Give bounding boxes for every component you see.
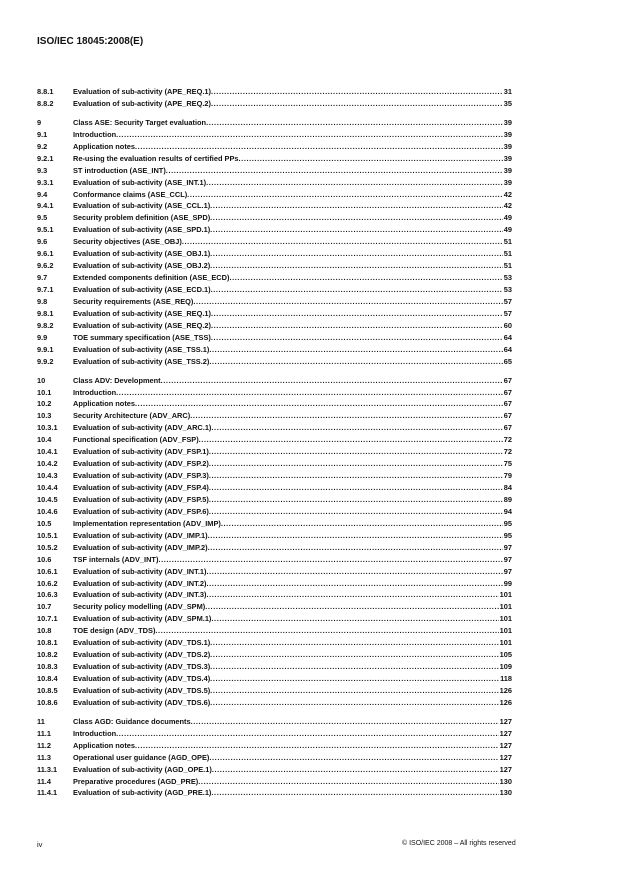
toc-entry-title: ST introduction (ASE_INT) bbox=[73, 165, 166, 175]
toc-section-group bbox=[37, 716, 512, 800]
toc-entry-title: Evaluation of sub-activity (ADV_INT.3) bbox=[73, 590, 207, 600]
toc-leader-dots bbox=[193, 296, 502, 308]
toc-entry-page: 105 bbox=[499, 650, 512, 660]
toc-leader-dots bbox=[116, 129, 503, 141]
toc-entry[interactable] bbox=[37, 387, 512, 399]
toc-entry-number: 9.9.1 bbox=[37, 344, 54, 354]
toc-leader-dots bbox=[209, 506, 503, 518]
toc-leader-dots bbox=[155, 625, 498, 637]
toc-entry-number: 10.7.1 bbox=[37, 614, 58, 624]
toc-entry-number: 11.4.1 bbox=[37, 788, 58, 798]
toc-entry-title: Evaluation of sub-activity (ADV_IMP.2) bbox=[73, 542, 208, 552]
toc-entry-title: Functional specification (ADV_FSP) bbox=[73, 435, 199, 445]
toc-entry-number: 10.8.1 bbox=[37, 638, 58, 648]
toc-entry-title: Evaluation of sub-activity (ADV_TDS.3) bbox=[73, 662, 211, 672]
toc-entry-page: 53 bbox=[503, 273, 512, 283]
toc-entry-number: 10.3 bbox=[37, 411, 52, 421]
toc-entry[interactable] bbox=[37, 129, 512, 141]
toc-entry-number: 11.2 bbox=[37, 740, 51, 750]
toc-entry-page: 39 bbox=[503, 177, 512, 187]
toc-entry[interactable] bbox=[37, 375, 512, 387]
toc-entry[interactable] bbox=[37, 284, 512, 296]
toc-leader-dots bbox=[211, 332, 503, 344]
toc-entry-page: 42 bbox=[503, 201, 512, 211]
toc-entry-number: 9.3.1 bbox=[37, 177, 54, 187]
toc-entry-number: 9.6 bbox=[37, 237, 48, 247]
toc-entry[interactable] bbox=[37, 434, 512, 446]
toc-leader-dots bbox=[221, 518, 503, 530]
toc-entry-number: 10.8 bbox=[37, 626, 52, 636]
toc-entry-page: 127 bbox=[499, 764, 512, 774]
toc-entry-title: Introduction bbox=[73, 129, 117, 139]
toc-entry-page: 67 bbox=[503, 399, 512, 409]
toc-entry[interactable] bbox=[37, 554, 512, 566]
toc-entry-number: 10.4.3 bbox=[37, 471, 58, 481]
toc-leader-dots bbox=[161, 375, 503, 387]
toc-leader-dots bbox=[211, 308, 503, 320]
toc-entry-number: 9.8.1 bbox=[37, 308, 54, 318]
toc-entry-title: Re-using the evaluation results of certified PPs bbox=[73, 153, 239, 163]
toc-entry[interactable] bbox=[37, 625, 512, 637]
toc-leader-dots bbox=[209, 470, 503, 482]
toc-entry[interactable] bbox=[37, 296, 512, 308]
toc-entry[interactable] bbox=[37, 589, 512, 601]
toc-entry-title: Introduction bbox=[73, 728, 117, 738]
toc-entry-page: 39 bbox=[503, 141, 512, 151]
toc-entry-page: 72 bbox=[503, 447, 512, 457]
toc-leader-dots bbox=[199, 434, 503, 446]
toc-leader-dots bbox=[206, 566, 502, 578]
toc-entry[interactable] bbox=[37, 117, 512, 129]
toc-entry[interactable] bbox=[37, 728, 512, 740]
toc-entry[interactable] bbox=[37, 601, 512, 613]
toc-entry-number: 9.7.1 bbox=[37, 285, 54, 294]
toc-entry-page: 51 bbox=[503, 249, 512, 259]
toc-entry-page: 99 bbox=[503, 578, 512, 588]
document-header: ISO/IEC 18045:2008(E) bbox=[37, 36, 144, 47]
toc-entry-page: 51 bbox=[503, 261, 512, 271]
toc-entry-page: 67 bbox=[503, 387, 512, 397]
toc-leader-dots bbox=[209, 482, 503, 494]
toc-entry-title: TOE design (ADV_TDS) bbox=[73, 626, 156, 636]
toc-leader-dots bbox=[210, 248, 503, 260]
toc-entry-page: 89 bbox=[503, 494, 512, 504]
toc-entry-page: 39 bbox=[503, 153, 512, 163]
toc-entry[interactable] bbox=[37, 212, 512, 224]
toc-entry-page: 67 bbox=[503, 375, 512, 385]
toc-entry-title: Evaluation of sub-activity (ADV_IMP.1) bbox=[73, 530, 208, 540]
toc-entry[interactable] bbox=[37, 177, 512, 189]
toc-entry-page: 130 bbox=[499, 776, 512, 786]
toc-entry-number: 8.8.1 bbox=[37, 87, 54, 96]
toc-entry-number: 10.3.1 bbox=[37, 423, 58, 433]
toc-entry[interactable] bbox=[37, 189, 512, 201]
toc-entry-title: Application notes bbox=[73, 141, 136, 151]
toc-entry-page: 95 bbox=[503, 530, 512, 540]
toc-leader-dots bbox=[210, 649, 498, 661]
toc-entry-number: 9.9.2 bbox=[37, 356, 54, 366]
toc-entry-number: 9.2 bbox=[37, 141, 48, 151]
toc-entry-title: Evaluation of sub-activity (ADV_FSP.3) bbox=[73, 471, 209, 481]
toc-leader-dots bbox=[206, 589, 498, 601]
toc-leader-dots bbox=[205, 601, 498, 613]
toc-leader-dots bbox=[209, 356, 502, 368]
toc-entry-title: Evaluation of sub-activity (ASE_CCL.1) bbox=[73, 201, 211, 211]
toc-entry-number: 11 bbox=[37, 716, 45, 726]
toc-entry-title: Evaluation of sub-activity (ASE_ECD.1) bbox=[73, 285, 211, 294]
toc-entry-title: Security policy modelling (ADV_SPM) bbox=[73, 602, 206, 612]
toc-entry-number: 10.4.1 bbox=[37, 447, 58, 457]
toc-entry-number: 10.4.2 bbox=[37, 459, 58, 469]
toc-entry[interactable] bbox=[37, 356, 512, 368]
toc-entry-page: 31 bbox=[503, 87, 512, 96]
toc-entry-title: Evaluation of sub-activity (ADV_FSP.2) bbox=[73, 459, 209, 469]
toc-entry-title: Evaluation of sub-activity (ADV_INT.2) bbox=[73, 578, 207, 588]
toc-entry[interactable] bbox=[37, 260, 512, 272]
toc-entry-number: 10.2 bbox=[37, 399, 52, 409]
toc-entry-number: 10.5 bbox=[37, 518, 52, 528]
toc-leader-dots bbox=[135, 740, 499, 752]
toc-entry[interactable] bbox=[37, 649, 512, 661]
toc-leader-dots bbox=[191, 716, 499, 728]
toc-entry-page: 94 bbox=[503, 506, 512, 516]
toc-entry-page: 97 bbox=[503, 554, 512, 564]
toc-leader-dots bbox=[190, 410, 503, 422]
toc-entry-title: Evaluation of sub-activity (ASE_INT.1) bbox=[73, 177, 207, 187]
toc-leader-dots bbox=[210, 685, 498, 697]
toc-entry[interactable] bbox=[37, 685, 512, 697]
toc-entry-title: Evaluation of sub-activity (ASE_SPD.1) bbox=[73, 225, 211, 235]
toc-entry[interactable] bbox=[37, 470, 512, 482]
toc-entry-number: 10.6.3 bbox=[37, 590, 58, 600]
toc-leader-dots bbox=[182, 236, 503, 248]
toc-entry-page: 57 bbox=[503, 308, 512, 318]
toc-entry-page: 67 bbox=[503, 423, 512, 433]
toc-entry-number: 10.4.6 bbox=[37, 506, 58, 516]
toc-entry-page: 39 bbox=[503, 117, 512, 127]
toc-leader-dots bbox=[208, 542, 503, 554]
toc-entry-number: 10.8.5 bbox=[37, 685, 58, 695]
toc-entry-page: 127 bbox=[499, 728, 512, 738]
toc-leader-dots bbox=[211, 320, 503, 332]
toc-entry-page: 126 bbox=[499, 697, 512, 707]
toc-leader-dots bbox=[198, 776, 498, 788]
toc-entry-page: 64 bbox=[503, 332, 512, 342]
toc-leader-dots bbox=[187, 189, 503, 201]
toc-leader-dots bbox=[211, 98, 503, 110]
toc-entry-number: 10.4.5 bbox=[37, 494, 58, 504]
toc-entry-page: 126 bbox=[499, 685, 512, 695]
toc-entry[interactable] bbox=[37, 153, 512, 165]
toc-entry[interactable] bbox=[37, 308, 512, 320]
toc-leader-dots bbox=[229, 272, 502, 284]
toc-entry-title: Evaluation of sub-activity (AGD_PRE.1) bbox=[73, 788, 212, 798]
toc-entry[interactable] bbox=[37, 518, 512, 530]
toc-entry-page: 101 bbox=[499, 638, 512, 648]
toc-entry-page: 39 bbox=[503, 129, 512, 139]
toc-entry-page: 97 bbox=[503, 542, 512, 552]
toc-leader-dots bbox=[158, 554, 502, 566]
toc-entry-page: 51 bbox=[503, 237, 512, 247]
toc-entry-number: 9.5 bbox=[37, 213, 48, 223]
toc-entry[interactable] bbox=[37, 787, 512, 799]
toc-entry-number: 10.4 bbox=[37, 435, 52, 445]
toc-entry[interactable] bbox=[37, 578, 512, 590]
toc-entry-title: Evaluation of sub-activity (ADV_TDS.2) bbox=[73, 650, 211, 660]
toc-entry-title: Security Architecture (ADV_ARC) bbox=[73, 411, 191, 421]
toc-leader-dots bbox=[210, 637, 498, 649]
toc-entry-page: 35 bbox=[503, 98, 512, 108]
toc-leader-dots bbox=[135, 398, 503, 410]
toc-entry-number: 9.7 bbox=[37, 273, 48, 283]
toc-entry-number: 10.8.4 bbox=[37, 674, 58, 683]
toc-entry[interactable] bbox=[37, 613, 512, 625]
toc-entry-number: 9.6.2 bbox=[37, 261, 54, 271]
toc-entry[interactable] bbox=[37, 506, 512, 518]
toc-leader-dots bbox=[210, 260, 503, 272]
toc-leader-dots bbox=[211, 613, 498, 625]
toc-entry-number: 9.3 bbox=[37, 165, 48, 175]
toc-entry-title: Evaluation of sub-activity (ADV_TDS.4) bbox=[73, 674, 211, 683]
toc-entry[interactable] bbox=[37, 637, 512, 649]
toc-entry-number: 11.1 bbox=[37, 728, 51, 738]
toc-entry-title: Extended components definition (ASE_ECD) bbox=[73, 273, 230, 283]
toc-entry[interactable] bbox=[37, 422, 512, 434]
toc-leader-dots bbox=[210, 212, 503, 224]
toc-entry-number: 10.1 bbox=[37, 387, 52, 397]
toc-entry-page: 57 bbox=[503, 296, 512, 306]
toc-entry-title: Evaluation of sub-activity (ADV_FSP.1) bbox=[73, 447, 209, 457]
toc-entry-page: 101 bbox=[499, 602, 512, 612]
toc-leader-dots bbox=[210, 661, 498, 673]
toc-entry-title: Application notes bbox=[73, 399, 136, 409]
toc-leader-dots bbox=[116, 728, 499, 740]
toc-entry[interactable] bbox=[37, 458, 512, 470]
toc-entry-number: 10.8.3 bbox=[37, 662, 58, 672]
toc-entry[interactable] bbox=[37, 344, 512, 356]
toc-entry-number: 10.6.2 bbox=[37, 578, 58, 588]
toc-entry-page: 101 bbox=[499, 590, 512, 600]
toc-leader-dots bbox=[209, 494, 503, 506]
toc-entry-page: 67 bbox=[503, 411, 512, 421]
toc-entry[interactable] bbox=[37, 446, 512, 458]
toc-entry[interactable] bbox=[37, 320, 512, 332]
toc-leader-dots bbox=[209, 344, 502, 356]
toc-entry-number: 9.6.1 bbox=[37, 249, 54, 259]
toc-entry-page: 75 bbox=[503, 459, 512, 469]
toc-entry-number: 9.4.1 bbox=[37, 201, 54, 211]
toc-entry[interactable] bbox=[37, 398, 512, 410]
toc-entry-title: TOE summary specification (ASE_TSS) bbox=[73, 332, 211, 342]
toc-leader-dots bbox=[135, 141, 503, 153]
toc-entry[interactable] bbox=[37, 740, 512, 752]
table-of-contents bbox=[37, 86, 512, 799]
toc-leader-dots bbox=[206, 578, 502, 590]
toc-entry[interactable] bbox=[37, 98, 512, 110]
toc-entry-title: Security objectives (ASE_OBJ) bbox=[73, 237, 182, 247]
toc-entry-title: Evaluation of sub-activity (ADV_INT.1) bbox=[73, 566, 207, 576]
toc-leader-dots bbox=[211, 787, 498, 799]
toc-entry-page: 127 bbox=[499, 740, 512, 750]
toc-entry-page: 65 bbox=[503, 356, 512, 366]
toc-entry-number: 10.6.1 bbox=[37, 566, 58, 576]
toc-entry-page: 130 bbox=[499, 788, 512, 798]
toc-entry-title: Evaluation of sub-activity (ADV_TDS.6) bbox=[73, 697, 211, 707]
toc-entry-page: 118 bbox=[500, 674, 512, 683]
toc-entry-title: Introduction bbox=[73, 387, 117, 397]
toc-section-group bbox=[37, 117, 512, 368]
toc-entry-title: Evaluation of sub-activity (ASE_REQ.1) bbox=[73, 308, 211, 318]
toc-entry[interactable] bbox=[37, 165, 512, 177]
copyright-notice: © ISO/IEC 2008 – All rights reserved bbox=[402, 840, 516, 847]
toc-entry-page: 97 bbox=[503, 566, 512, 576]
toc-entry-number: 9.8.2 bbox=[37, 320, 54, 330]
toc-entry[interactable] bbox=[37, 697, 512, 709]
toc-entry[interactable] bbox=[37, 752, 512, 764]
toc-entry-title: Security problem definition (ASE_SPD) bbox=[73, 213, 211, 223]
toc-entry[interactable] bbox=[37, 236, 512, 248]
toc-section-group bbox=[37, 375, 512, 709]
toc-entry[interactable] bbox=[37, 776, 512, 788]
toc-entry-number: 9.2.1 bbox=[37, 153, 54, 163]
toc-entry[interactable] bbox=[37, 716, 512, 728]
toc-entry-title: Evaluation of sub-activity (APE_REQ.1) bbox=[73, 87, 211, 96]
toc-entry-title: Evaluation of sub-activity (ASE_OBJ.1) bbox=[73, 249, 211, 259]
toc-entry-title: Evaluation of sub-activity (ADV_FSP.4) bbox=[73, 483, 209, 492]
toc-entry-title: Evaluation of sub-activity (ADV_ARC.1) bbox=[73, 423, 212, 433]
toc-entry[interactable] bbox=[37, 482, 512, 494]
toc-leader-dots bbox=[206, 117, 503, 129]
toc-entry-page: 95 bbox=[503, 518, 512, 528]
toc-entry-number: 10.5.1 bbox=[37, 530, 58, 540]
toc-entry-number: 10.7 bbox=[37, 602, 52, 612]
toc-entry-page: 39 bbox=[503, 165, 512, 175]
toc-entry[interactable] bbox=[37, 272, 512, 284]
toc-entry-title: Evaluation of sub-activity (ADV_FSP.5) bbox=[73, 494, 209, 504]
toc-entry-title: Class ADV: Development bbox=[73, 375, 161, 385]
toc-leader-dots bbox=[210, 697, 498, 709]
toc-entry[interactable] bbox=[37, 764, 512, 776]
toc-entry-number: 9 bbox=[37, 117, 42, 127]
toc-entry-number: 11.4 bbox=[37, 776, 51, 786]
toc-entry-number: 9.9 bbox=[37, 332, 48, 342]
toc-leader-dots bbox=[212, 764, 499, 776]
toc-leader-dots bbox=[116, 387, 503, 399]
toc-entry-title: Implementation representation (ADV_IMP) bbox=[73, 518, 221, 528]
toc-entry-page: 127 bbox=[499, 716, 512, 726]
toc-entry[interactable] bbox=[37, 410, 512, 422]
toc-entry-title: Security requirements (ASE_REQ) bbox=[73, 296, 194, 306]
toc-entry-page: 84 bbox=[503, 483, 512, 492]
toc-entry-number: 11.3 bbox=[37, 752, 51, 762]
toc-leader-dots bbox=[211, 422, 502, 434]
toc-entry-page: 109 bbox=[499, 662, 512, 672]
toc-entry-title: Class ASE: Security Target evaluation bbox=[73, 117, 207, 127]
toc-leader-dots bbox=[209, 752, 498, 764]
toc-entry-title: Preparative procedures (AGD_PRE) bbox=[73, 776, 199, 786]
toc-entry-title: Evaluation of sub-activity (ADV_TDS.1) bbox=[73, 638, 211, 648]
page-number: iv bbox=[37, 840, 43, 849]
toc-entry-number: 9.8 bbox=[37, 296, 48, 306]
toc-entry-page: 42 bbox=[503, 189, 512, 199]
toc-entry[interactable] bbox=[37, 530, 512, 542]
toc-entry[interactable] bbox=[37, 566, 512, 578]
toc-entry-title: Evaluation of sub-activity (ADV_SPM.1) bbox=[73, 614, 212, 624]
toc-entry[interactable] bbox=[37, 673, 512, 685]
toc-leader-dots bbox=[206, 177, 503, 189]
toc-leader-dots bbox=[209, 446, 503, 458]
toc-entry[interactable] bbox=[37, 494, 512, 506]
toc-leader-dots bbox=[239, 153, 503, 165]
toc-entry-number: 10.6 bbox=[37, 554, 52, 564]
toc-entry-page: 60 bbox=[503, 320, 512, 330]
toc-entry-title: TSF internals (ADV_INT) bbox=[73, 554, 159, 564]
toc-entry-number: 8.8.2 bbox=[37, 98, 54, 108]
toc-entry-page: 101 bbox=[499, 626, 512, 636]
toc-entry-title: Evaluation of sub-activity (ADV_TDS.5) bbox=[73, 685, 211, 695]
toc-leader-dots bbox=[210, 200, 503, 212]
toc-entry-title: Evaluation of sub-activity (ASE_TSS.1) bbox=[73, 344, 210, 354]
toc-entry-page: 72 bbox=[503, 435, 512, 445]
toc-entry-title: Evaluation of sub-activity (ASE_TSS.2) bbox=[73, 356, 210, 366]
toc-entry[interactable] bbox=[37, 141, 512, 153]
toc-entry-title: Evaluation of sub-activity (APE_REQ.2) bbox=[73, 98, 211, 108]
toc-entry-number: 9.4 bbox=[37, 189, 48, 199]
toc-entry-number: 10.5.2 bbox=[37, 542, 58, 552]
toc-entry-page: 53 bbox=[503, 285, 512, 294]
toc-leader-dots bbox=[210, 224, 503, 236]
toc-leader-dots bbox=[210, 673, 499, 685]
toc-entry-page: 79 bbox=[503, 471, 512, 481]
toc-entry-title: Evaluation of sub-activity (ADV_FSP.6) bbox=[73, 506, 209, 516]
toc-entry-number: 10.4.4 bbox=[37, 483, 58, 492]
toc-entry-title: Class AGD: Guidance documents bbox=[73, 716, 191, 726]
toc-entry[interactable] bbox=[37, 224, 512, 236]
toc-entry-number: 11.3.1 bbox=[37, 764, 58, 774]
toc-entry[interactable] bbox=[37, 86, 512, 98]
toc-leader-dots bbox=[211, 86, 503, 98]
toc-entry-page: 127 bbox=[499, 752, 512, 762]
toc-entry-title: Application notes bbox=[73, 740, 136, 750]
toc-entry-title: Evaluation of sub-activity (ASE_REQ.2) bbox=[73, 320, 211, 330]
toc-entry-number: 10.8.6 bbox=[37, 697, 58, 707]
toc-entry[interactable] bbox=[37, 542, 512, 554]
toc-entry-title: Operational user guidance (AGD_OPE) bbox=[73, 752, 210, 762]
toc-entry-number: 10 bbox=[37, 375, 46, 385]
toc-entry-number: 10.8.2 bbox=[37, 650, 58, 660]
toc-entry[interactable] bbox=[37, 200, 512, 212]
toc-entry-title: Evaluation of sub-activity (ASE_OBJ.2) bbox=[73, 261, 211, 271]
toc-entry-page: 49 bbox=[503, 225, 512, 235]
toc-leader-dots bbox=[209, 458, 503, 470]
toc-entry-number: 9.5.1 bbox=[37, 225, 54, 235]
toc-entry[interactable] bbox=[37, 248, 512, 260]
toc-entry-title: Evaluation of sub-activity (AGD_OPE.1) bbox=[73, 764, 212, 774]
toc-leader-dots bbox=[166, 165, 503, 177]
toc-section-group bbox=[37, 86, 512, 110]
toc-entry[interactable] bbox=[37, 332, 512, 344]
toc-entry-page: 64 bbox=[503, 344, 512, 354]
toc-entry-page: 49 bbox=[503, 213, 512, 223]
toc-entry[interactable] bbox=[37, 661, 512, 673]
toc-leader-dots bbox=[208, 530, 503, 542]
toc-entry-title: Conformance claims (ASE_CCL) bbox=[73, 189, 188, 199]
toc-leader-dots bbox=[211, 284, 503, 296]
toc-entry-number: 9.1 bbox=[37, 129, 48, 139]
toc-entry-page: 101 bbox=[499, 614, 512, 624]
